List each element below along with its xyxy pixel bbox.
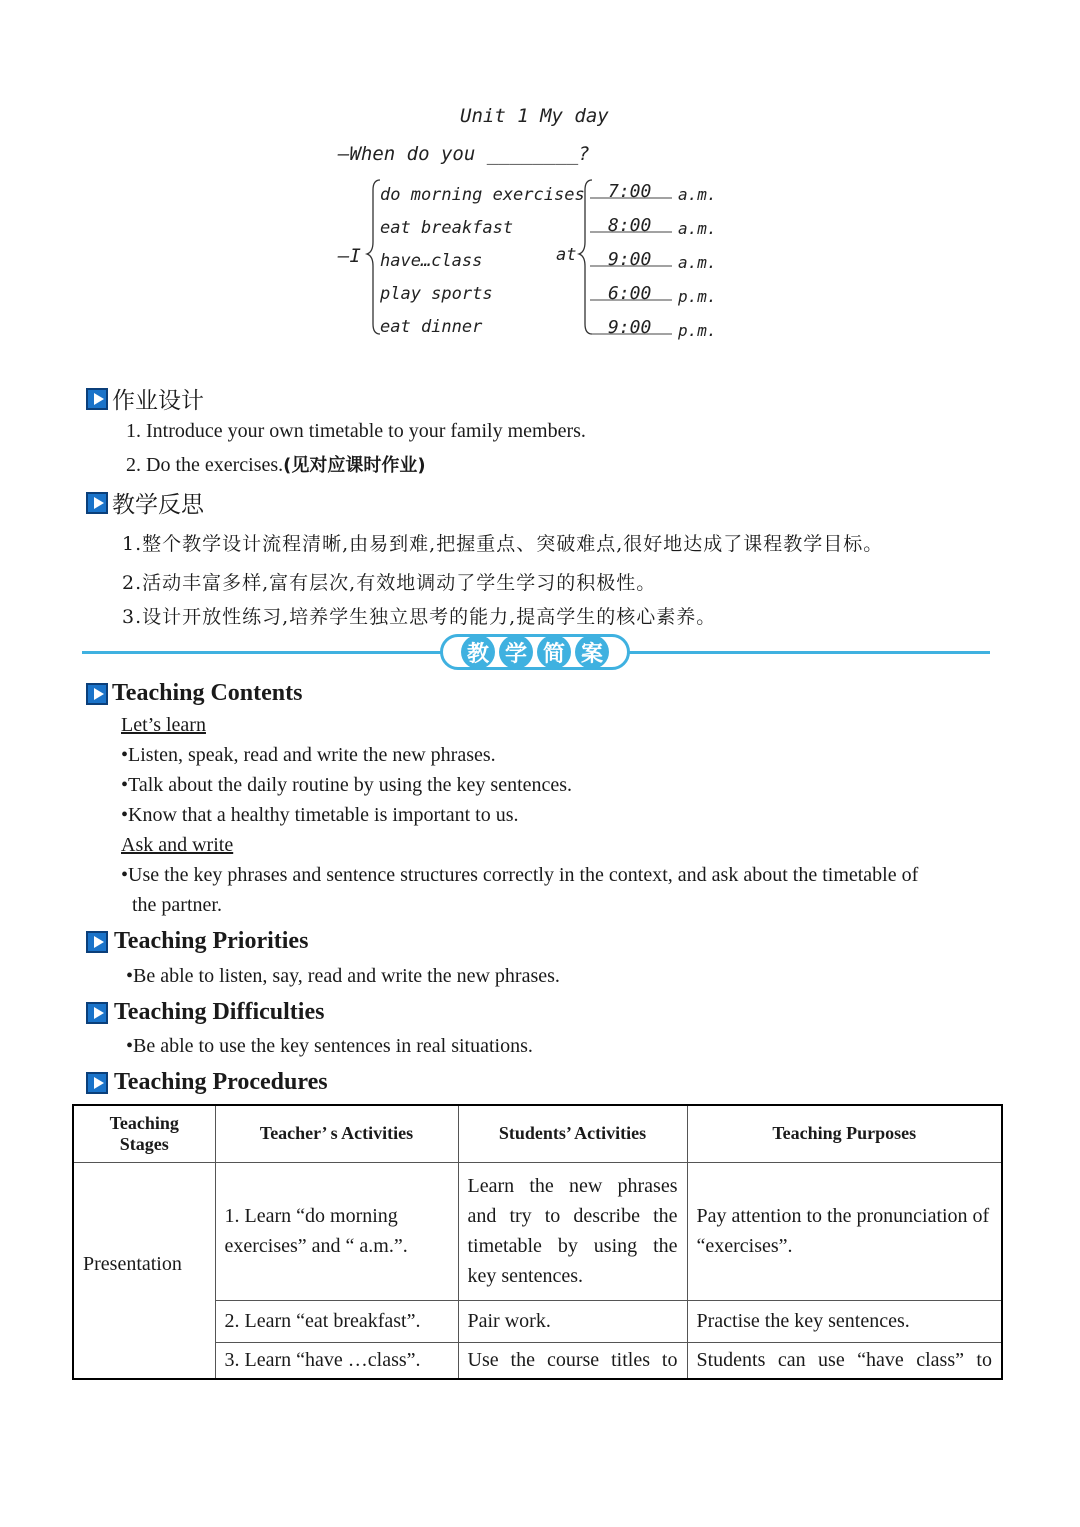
table-header-row xyxy=(73,1105,1002,1162)
teacher-cell: 3. Learn “have …class”. xyxy=(215,1342,458,1379)
play-triangle-icon xyxy=(86,1072,108,1094)
students-cell: Use the course titles to xyxy=(458,1342,687,1379)
play-triangle-icon xyxy=(86,388,108,410)
lets-learn-label: Let’s learn xyxy=(121,714,206,736)
reflection-heading-text: 教学反思 xyxy=(112,492,204,518)
ask-write-label: Ask and write xyxy=(121,834,234,856)
play-triangle-icon xyxy=(86,492,108,514)
board-activity: have…class xyxy=(380,251,483,271)
banner-badge xyxy=(440,634,630,670)
board-at: at xyxy=(556,245,577,265)
homework-item-2 xyxy=(126,451,426,477)
header-cell: Students’ Activities xyxy=(458,1105,687,1162)
purpose-cell: Practise the key sentences. xyxy=(687,1300,1002,1342)
board-question: —When do you ________? xyxy=(338,143,590,165)
board-period: p.m. xyxy=(678,321,717,340)
difficulties-heading-text: Teaching Difficulties xyxy=(114,999,325,1025)
students-cell: Learn the new phrases and try to describe the timetable by using the key sentences. xyxy=(458,1162,687,1300)
priorities-heading-text: Teaching Priorities xyxy=(114,928,309,954)
board-time: 8:00 xyxy=(608,215,652,236)
contents-item: •Use the key phrases and sentence structures correctly in the context, and ask about the timetable of xyxy=(121,864,919,886)
header-cell: Teaching Purposes xyxy=(687,1105,1002,1162)
board-period: p.m. xyxy=(678,287,717,306)
banner-char: 学 xyxy=(499,635,533,669)
banner-char: 教 xyxy=(461,635,495,669)
board-activity-list xyxy=(380,179,585,344)
homework-note: (见对应课时作业) xyxy=(283,455,426,476)
teacher-cell: 2. Learn “eat breakfast”. xyxy=(215,1300,458,1342)
board-activity: play sports xyxy=(380,284,493,304)
contents-item: •Talk about the daily routine by using the key sentences. xyxy=(121,774,573,796)
board-times xyxy=(608,175,651,345)
contents-item: •Listen, speak, read and write the new phrases. xyxy=(121,744,496,766)
board-answer-prefix: —I xyxy=(338,245,361,267)
contents-item: •Know that a healthy timetable is important to us. xyxy=(121,804,519,826)
reflection-item: 3.设计开放性练习,培养学生独立思考的能力,提高学生的核心素养。 xyxy=(122,606,717,628)
teacher-cell: 1. Learn “do morning exercises” and “ a.m.”. xyxy=(215,1162,458,1300)
homework-item-text: 2. Do the exercises. xyxy=(126,454,284,476)
priorities-item: •Be able to listen, say, read and write the new phrases. xyxy=(126,965,560,987)
board-time: 9:00 xyxy=(608,249,652,270)
play-triangle-icon xyxy=(86,683,108,705)
board-activity: eat breakfast xyxy=(380,218,514,238)
contents-item-cont: the partner. xyxy=(132,894,222,916)
board-time: 9:00 xyxy=(608,317,652,338)
board-time: 6:00 xyxy=(608,283,652,304)
board-period: a.m. xyxy=(678,185,717,204)
board-period: a.m. xyxy=(678,253,717,272)
procedures-table xyxy=(72,1104,1003,1380)
priorities-heading xyxy=(86,928,308,955)
play-triangle-icon xyxy=(86,1002,108,1024)
header-cell: Teacher’ s Activities xyxy=(215,1105,458,1162)
board-activity: eat dinner xyxy=(380,317,483,337)
board-time: 7:00 xyxy=(608,181,652,202)
header-cell: Teaching Stages xyxy=(73,1105,215,1162)
contents-heading xyxy=(86,680,302,707)
board-title: Unit 1 My day xyxy=(460,105,609,127)
homework-heading xyxy=(86,382,204,415)
purpose-cell: Students can use “have class” to xyxy=(687,1342,1002,1379)
homework-item: 1. Introduce your own timetable to your family members. xyxy=(126,420,586,442)
students-cell: Pair work. xyxy=(458,1300,687,1342)
procedures-heading-text: Teaching Procedures xyxy=(114,1069,328,1095)
procedures-heading xyxy=(86,1069,328,1096)
stage-cell: Presentation xyxy=(73,1162,215,1379)
board-periods xyxy=(678,178,717,348)
reflection-item: 2.活动丰富多样,富有层次,有效地调动了学生学习的积极性。 xyxy=(122,572,657,594)
banner-line-left xyxy=(82,651,442,654)
banner-char: 案 xyxy=(575,635,609,669)
banner-char: 简 xyxy=(537,635,571,669)
difficulties-item: •Be able to use the key sentences in real situations. xyxy=(126,1035,533,1057)
difficulties-heading xyxy=(86,999,324,1026)
banner-line-right xyxy=(628,651,990,654)
contents-heading-text: Teaching Contents xyxy=(112,680,303,706)
board-period: a.m. xyxy=(678,219,717,238)
purpose-cell: Pay attention to the pronunciation of “exercises”. xyxy=(687,1162,1002,1300)
reflection-item: 1.整个教学设计流程清晰,由易到难,把握重点、突破难点,很好地达成了课程教学目标。 xyxy=(122,533,884,555)
table-row xyxy=(73,1162,1002,1300)
homework-heading-text: 作业设计 xyxy=(112,388,204,414)
reflection-heading xyxy=(86,486,204,519)
board-activity: do morning exercises xyxy=(380,185,585,205)
play-triangle-icon xyxy=(86,931,108,953)
